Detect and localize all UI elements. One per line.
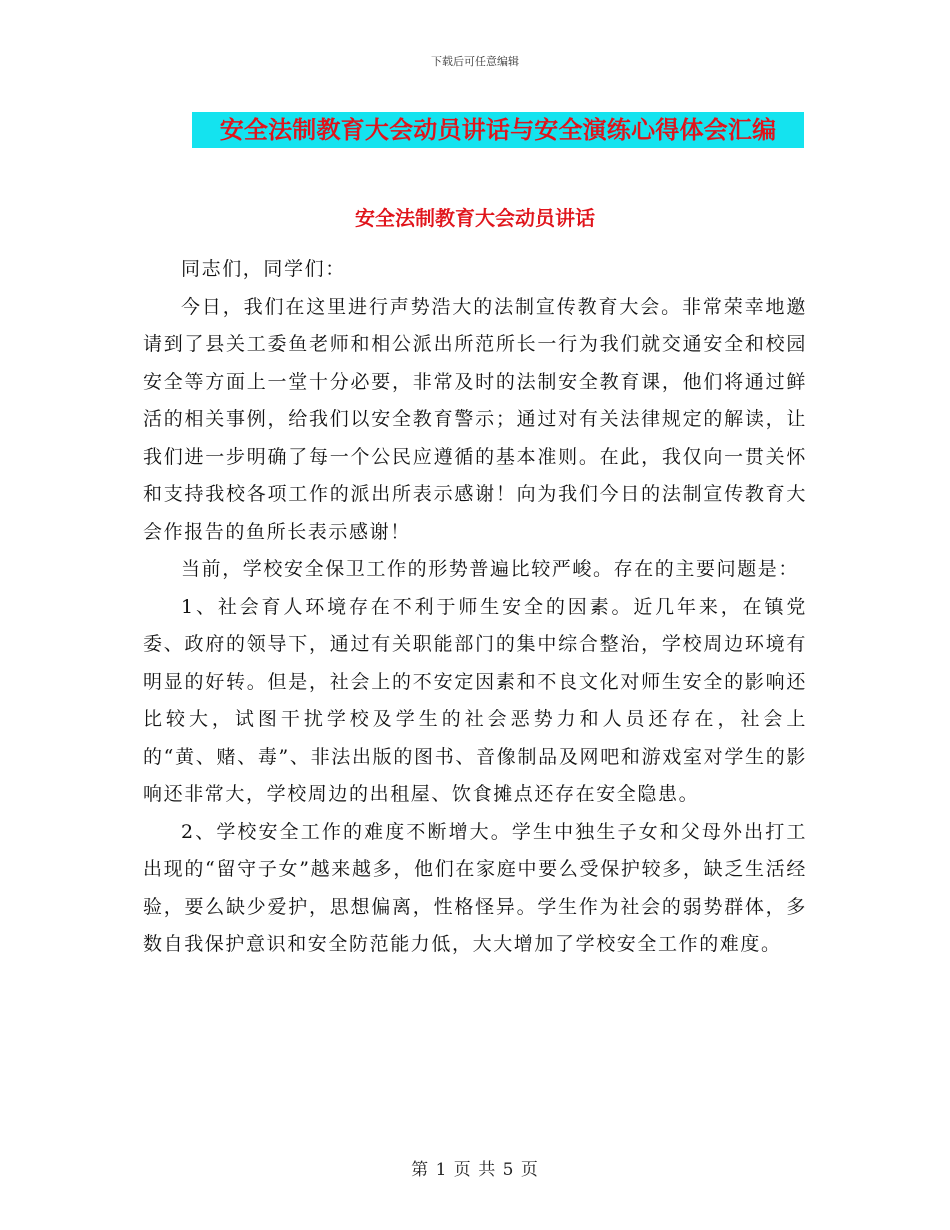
paragraph-situation: 当前，学校安全保卫工作的形势普遍比较严峻。存在的主要问题是： [181, 558, 800, 580]
paragraph-intro: 今日，我们在这里进行声势浩大的法制宣传教育大会。非常荣幸地邀请到了县关工委鱼老师和相公派出所范所长一行为我们就交通安全和校园安全等方面上一堂十分必要，非常及时的法制安全教育课，他们将通过鲜活的相关事例，给我们以安全教育警示；通过对有关法律规定的解读，让我们进一步明确了每一个公民应遵循的基本准则。在此，我仅向一贯关怀和支持我校各项工作的派出所表示感谢！向为我们今日的法制宣传教育大会作报告的鱼所长表示感谢！ [143, 295, 807, 543]
paragraph-issue-2: 2、学校安全工作的难度不断增大。学生中独生子女和父母外出打工出现的“留守子女”越来越多，他们在家庭中要么受保护较多，缺乏生活经验，要么缺少爱护，思想偏离，性格怪异。学生作为社会的弱势群体，多数自我保护意识和安全防范能力低，大大增加了学校安全工作的难度。 [143, 820, 807, 955]
header-note: 下载后可任意编辑 [431, 55, 519, 68]
main-title: 安全法制教育大会动员讲话与安全演练心得体会汇编 [219, 116, 777, 144]
paragraph-issue-1: 1、社会育人环境存在不利于师生安全的因素。近几年来，在镇党委、政府的领导下，通过有关职能部门的集中综合整治，学校周边环境有明显的好转。但是，社会上的不安定因素和不良文化对师生安全的影响还比较大，试图干扰学校及学生的社会恶势力和人员还存在，社会上的“黄、赌、毒”、非法出版的图书、音像制品及网吧和游戏室对学生的影响还非常大，学校周边的出租屋、饮食摊点还存在安全隐患。 [143, 595, 807, 805]
main-title-highlight [192, 112, 804, 148]
page-footer: 第 1 页 共 5 页 [411, 1160, 539, 1180]
document-body [143, 251, 807, 964]
section-title: 安全法制教育大会动员讲话 [355, 206, 595, 230]
paragraph-salutation: 同志们，同学们： [181, 258, 346, 280]
